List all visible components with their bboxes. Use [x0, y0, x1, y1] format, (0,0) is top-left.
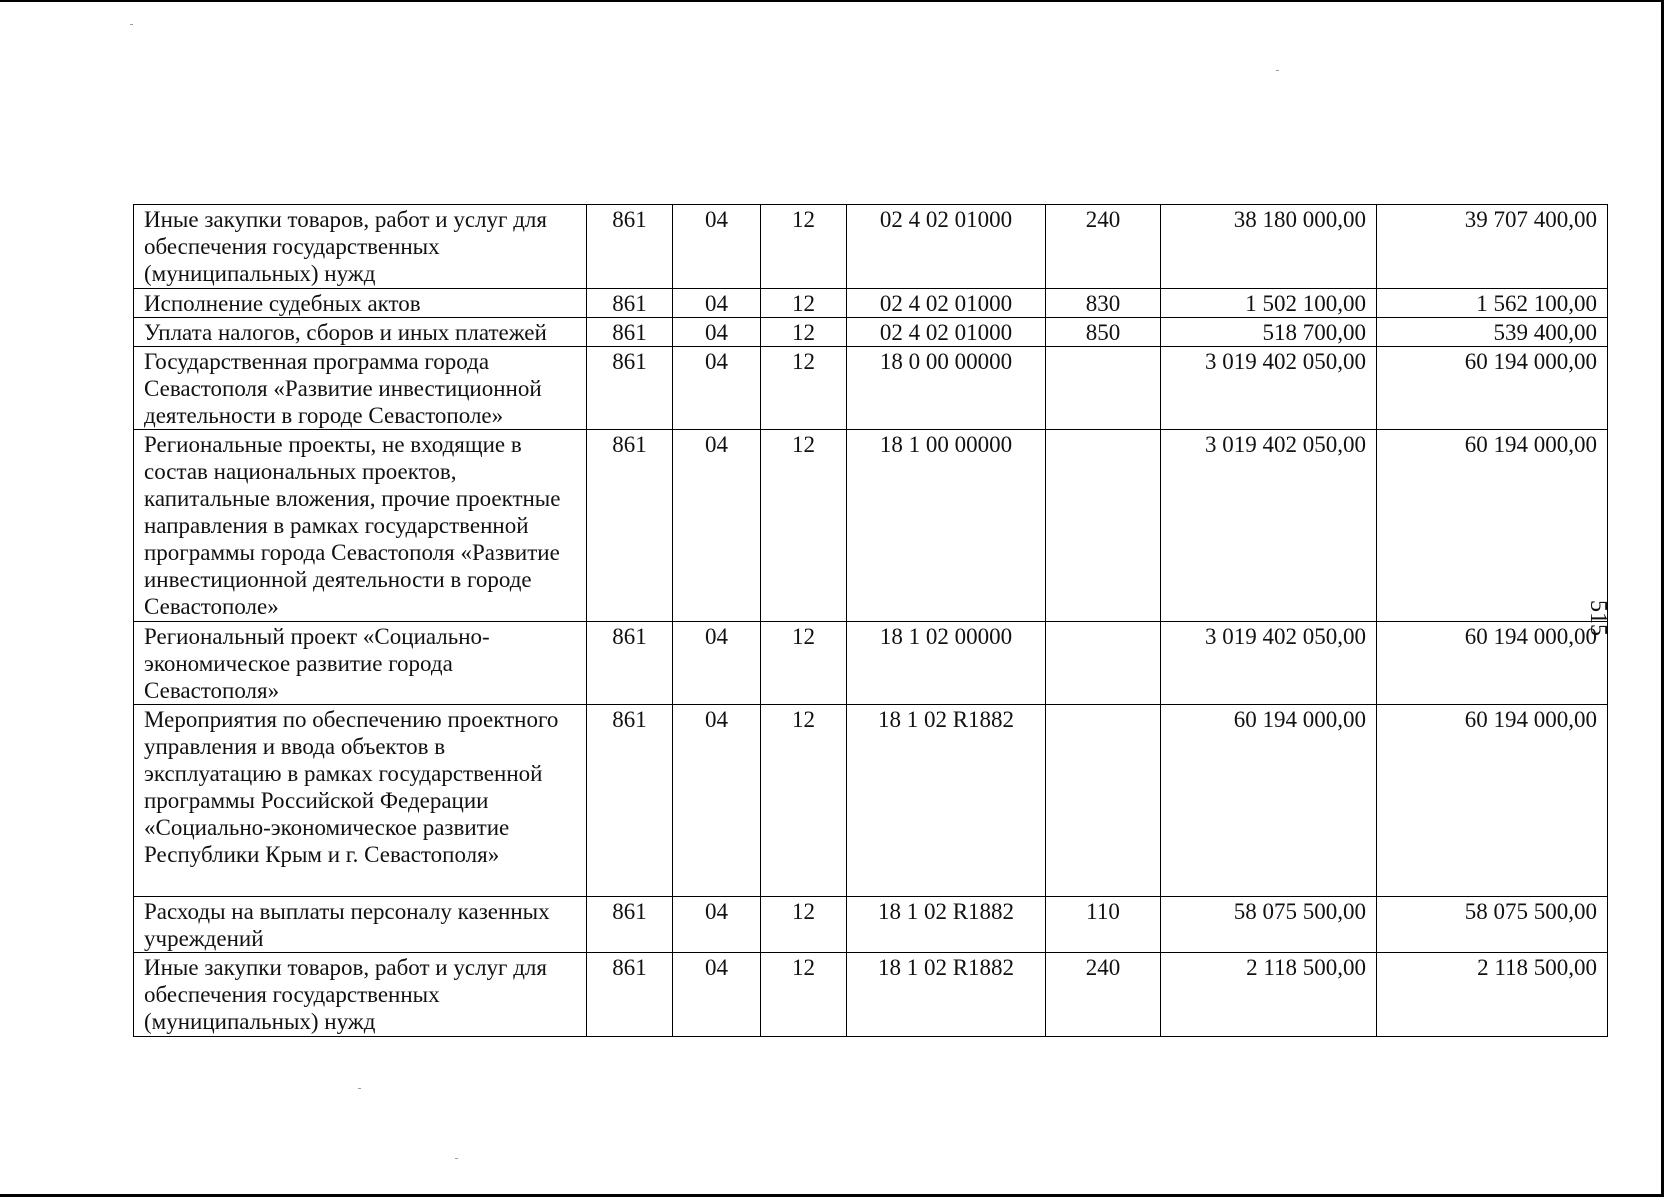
scan-speck — [455, 1158, 458, 1159]
table-row — [134, 318, 1608, 347]
row-sum1: 3 019 402 050,00 — [1161, 430, 1377, 622]
table-row — [134, 205, 1608, 289]
row-gr: 861 — [587, 430, 673, 622]
row-pr: 12 — [761, 897, 847, 953]
row-gr: 861 — [587, 347, 673, 430]
row-name: Региональные проекты, не входящие в состав национальных проектов, капитальные вложения, прочие проектные направления в рамках государственной программы города Севастополя «Развитие инвестиционной деятельности в городе Севастополе» — [134, 430, 587, 622]
row-gr: 861 — [587, 289, 673, 318]
row-rz: 04 — [673, 289, 761, 318]
row-vr: 240 — [1046, 953, 1161, 1037]
table-row — [134, 953, 1608, 1037]
scan-speck — [1276, 70, 1279, 71]
row-sum1: 58 075 500,00 — [1161, 897, 1377, 953]
row-vr — [1046, 622, 1161, 705]
row-rz: 04 — [673, 705, 761, 897]
row-csr: 18 1 02 R1882 — [847, 705, 1046, 897]
row-pr: 12 — [761, 430, 847, 622]
table-row — [134, 430, 1608, 622]
row-sum2: 1 562 100,00 — [1377, 289, 1608, 318]
row-gr: 861 — [587, 897, 673, 953]
table-row — [134, 897, 1608, 953]
row-sum1: 3 019 402 050,00 — [1161, 622, 1377, 705]
row-vr — [1046, 430, 1161, 622]
row-vr — [1046, 347, 1161, 430]
row-csr: 18 1 02 R1882 — [847, 953, 1046, 1037]
row-name: Мероприятия по обеспечению проектного управления и ввода объектов в эксплуатацию в рамках государственной программы Российской Федерации «Социально-экономическое развитие Республики Крым и г. Севастополя» — [134, 705, 587, 897]
row-csr: 02 4 02 01000 — [847, 289, 1046, 318]
row-gr: 861 — [587, 622, 673, 705]
row-vr: 240 — [1046, 205, 1161, 289]
row-gr: 861 — [587, 205, 673, 289]
table-row — [134, 622, 1608, 705]
scan-speck — [358, 1088, 361, 1089]
row-name: Уплата налогов, сборов и иных платежей — [134, 318, 587, 347]
row-gr: 861 — [587, 318, 673, 347]
table-body — [134, 205, 1608, 1037]
row-vr — [1046, 705, 1161, 897]
row-csr: 18 1 02 00000 — [847, 622, 1046, 705]
row-pr: 12 — [761, 205, 847, 289]
row-rz: 04 — [673, 430, 761, 622]
row-pr: 12 — [761, 347, 847, 430]
row-sum2: 58 075 500,00 — [1377, 897, 1608, 953]
table-row — [134, 347, 1608, 430]
row-sum1: 60 194 000,00 — [1161, 705, 1377, 897]
row-sum1: 3 019 402 050,00 — [1161, 347, 1377, 430]
row-name: Государственная программа города Севастополя «Развитие инвестиционной деятельности в городе Севастополе» — [134, 347, 587, 430]
table-row — [134, 289, 1608, 318]
row-name: Иные закупки товаров, работ и услуг для обеспечения государственных (муниципальных) нужд — [134, 953, 587, 1037]
row-rz: 04 — [673, 953, 761, 1037]
row-pr: 12 — [761, 953, 847, 1037]
row-sum2: 2 118 500,00 — [1377, 953, 1608, 1037]
row-pr: 12 — [761, 289, 847, 318]
row-sum2: 60 194 000,00 — [1377, 347, 1608, 430]
table-row — [134, 705, 1608, 897]
row-csr: 18 1 02 R1882 — [847, 897, 1046, 953]
row-rz: 04 — [673, 897, 761, 953]
row-sum2: 539 400,00 — [1377, 318, 1608, 347]
row-sum2: 60 194 000,00 — [1377, 622, 1608, 705]
row-csr: 02 4 02 01000 — [847, 205, 1046, 289]
row-rz: 04 — [673, 622, 761, 705]
row-sum2: 60 194 000,00 — [1377, 705, 1608, 897]
row-name: Исполнение судебных актов — [134, 289, 587, 318]
row-csr: 18 1 00 00000 — [847, 430, 1046, 622]
row-pr: 12 — [761, 705, 847, 897]
row-sum2: 39 707 400,00 — [1377, 205, 1608, 289]
page-number: 515 — [1585, 600, 1611, 636]
row-sum1: 2 118 500,00 — [1161, 953, 1377, 1037]
row-gr: 861 — [587, 705, 673, 897]
budget-table — [133, 204, 1608, 1037]
row-rz: 04 — [673, 318, 761, 347]
row-vr: 830 — [1046, 289, 1161, 318]
scan-speck — [130, 24, 133, 25]
row-vr: 850 — [1046, 318, 1161, 347]
row-rz: 04 — [673, 205, 761, 289]
row-sum1: 518 700,00 — [1161, 318, 1377, 347]
row-csr: 02 4 02 01000 — [847, 318, 1046, 347]
row-sum1: 38 180 000,00 — [1161, 205, 1377, 289]
row-vr: 110 — [1046, 897, 1161, 953]
row-pr: 12 — [761, 318, 847, 347]
row-sum2: 60 194 000,00 — [1377, 430, 1608, 622]
row-pr: 12 — [761, 622, 847, 705]
row-rz: 04 — [673, 347, 761, 430]
row-name: Расходы на выплаты персоналу казенных учреждений — [134, 897, 587, 953]
row-name: Региональный проект «Социально-экономическое развитие города Севастополя» — [134, 622, 587, 705]
row-name: Иные закупки товаров, работ и услуг для обеспечения государственных (муниципальных) нужд — [134, 205, 587, 289]
row-csr: 18 0 00 00000 — [847, 347, 1046, 430]
row-gr: 861 — [587, 953, 673, 1037]
row-sum1: 1 502 100,00 — [1161, 289, 1377, 318]
